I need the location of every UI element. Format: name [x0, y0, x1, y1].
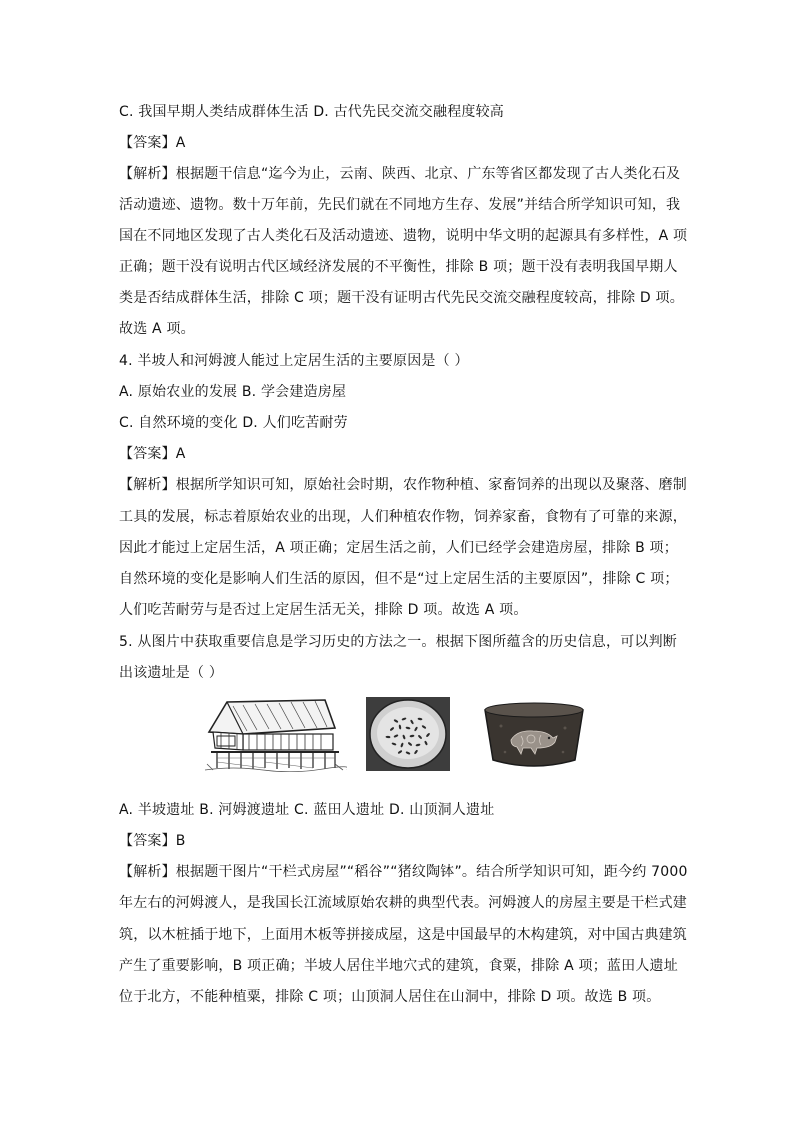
q4-answer: 【答案】A	[119, 446, 186, 462]
q4-stem: 4. 半坡人和河姆渡人能过上定居生活的主要原因是（ ）	[119, 353, 469, 369]
q5-analysis-line: 年左右的河姆渡人，是我国长江流域原始农耕的典型代表。河姆渡人的房屋主要是干栏式建	[119, 895, 687, 911]
q5-analysis-line: 产生了重要影响，B 项正确；半坡人居住半地穴式的建筑，食粟，排除 A 项；蓝田人遗址	[119, 958, 678, 974]
stilt-house-image	[203, 698, 347, 772]
q5-stem-line: 出该遗址是（ ）	[119, 665, 224, 681]
q3-analysis-line: 活动遗迹、遗物。数十万年前，先民们就在不同地方生存、发展”并结合所学知识可知，我	[119, 197, 681, 213]
q5-analysis-line: 筑，以木桩插于地下，上面用木板等拼接成屋，这是中国最早的木构建筑，对中国古典建筑	[119, 927, 687, 943]
q4-analysis-line: 工具的发展，标志着原始农业的出现，人们种植农作物，饲养家畜，食物有了可靠的来源，	[119, 509, 687, 525]
q4-analysis-line: 因此才能过上定居生活，A 项正确；定居生活之前，人们已经学会建造房屋，排除 B 项；	[119, 540, 678, 556]
q5-answer: 【答案】B	[119, 833, 186, 849]
q3-analysis-line: 正确；题干没有说明古代区域经济发展的不平衡性，排除 B 项；题干没有表明我国早期人	[119, 259, 678, 275]
q3-analysis-line: 故选 A 项。	[119, 321, 195, 337]
q3-analysis-line: 【解析】根据题干信息“迄今为止，云南、陕西、北京、广东等省区都发现了古人类化石及	[119, 166, 681, 182]
q3-answer: 【答案】A	[119, 135, 186, 151]
q3-option-cd: C. 我国早期人类结成群体生活 D. 古代先民交流交融程度较高	[119, 104, 505, 120]
q4-option-cd: C. 自然环境的变化 D. 人们吃苦耐劳	[119, 415, 348, 431]
q5-figure-row	[0, 694, 794, 774]
q4-analysis-line: 【解析】根据所学知识可知，原始社会时期，农作物种植、家畜饲养的出现以及聚落、磨制	[119, 477, 687, 493]
q3-analysis-line: 国在不同地区发现了古人类化石及活动遗迹、遗物，说明中华文明的起源具有多样性，A 项	[119, 228, 688, 244]
rice-grains-image	[366, 697, 450, 771]
q5-analysis-line: 【解析】根据题干图片“干栏式房屋”“稻谷”“猪纹陶钵”。结合所学知识可知，距今约 7000	[119, 864, 688, 880]
pig-pattern-pottery-bowl-image	[481, 698, 587, 772]
q4-option-ab: A. 原始农业的发展 B. 学会建造房屋	[119, 384, 347, 400]
q5-options: A. 半坡遗址 B. 河姆渡遗址 C. 蓝田人遗址 D. 山顶洞人遗址	[119, 802, 495, 818]
q5-stem-line: 5. 从图片中获取重要信息是学习历史的方法之一。根据下图所蕴含的历史信息，可以判断	[119, 634, 678, 650]
q5-analysis-line: 位于北方，不能种植粟，排除 C 项；山顶洞人居住在山洞中，排除 D 项。故选 B 项。	[119, 989, 661, 1005]
q3-analysis-line: 类是否结成群体生活，排除 C 项；题干没有证明古代先民交流交融程度较高，排除 D 项。	[119, 290, 684, 306]
q4-analysis-line: 人们吃苦耐劳与是否过上定居生活无关，排除 D 项。故选 A 项。	[119, 602, 528, 618]
q4-analysis-line: 自然环境的变化是影响人们生活的原因，但不是“过上定居生活的主要原因”，排除 C 项；	[119, 571, 679, 587]
